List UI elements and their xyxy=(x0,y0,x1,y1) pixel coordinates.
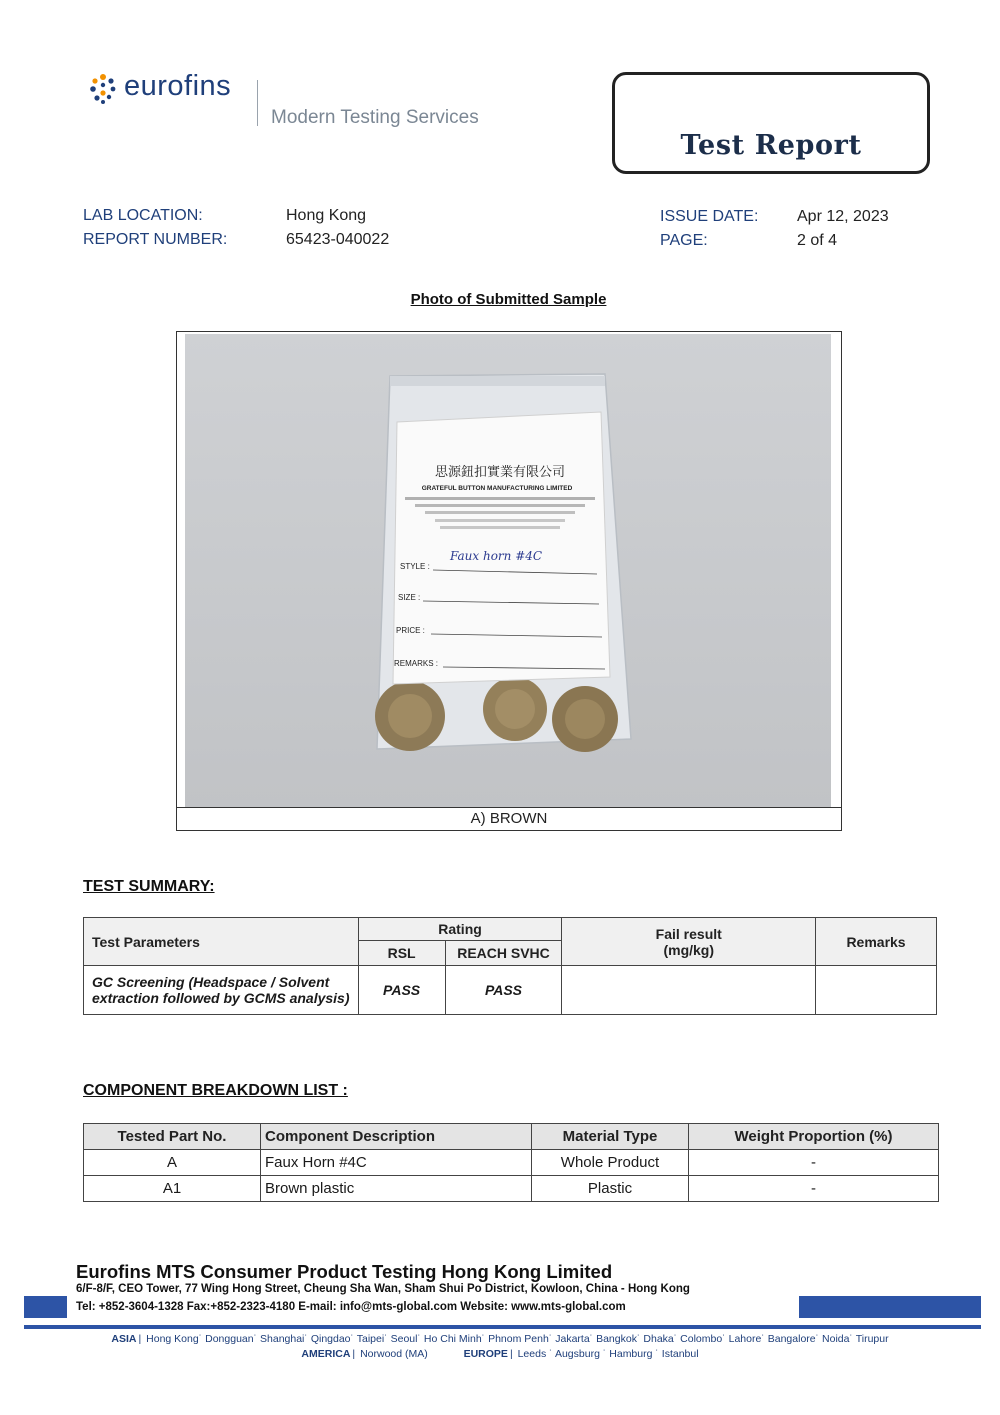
sample-bag-illustration xyxy=(185,334,831,808)
th-fail-result-label: Fail result xyxy=(655,925,722,942)
footer-rule xyxy=(24,1325,981,1329)
th-weight-proportion: Weight Proportion (%) xyxy=(689,1124,939,1150)
footer-location: Hong Kong xyxy=(146,1333,199,1345)
th-reach-svhc: REACH SVHC xyxy=(445,941,562,966)
footer-location: Istanbul xyxy=(661,1348,699,1360)
footer-location: Hamburg xyxy=(609,1348,653,1360)
summary-parameter-cell: GC Screening (Headspace / Solvent extraction followed by GCMS analysis) xyxy=(84,966,359,1015)
material-cell: Whole Product xyxy=(532,1150,689,1176)
footer-location: Shanghai xyxy=(260,1333,305,1345)
footer-company-name: Eurofins MTS Consumer Product Testing Hong Kong Limited xyxy=(76,1261,613,1282)
table-row xyxy=(84,1150,939,1176)
issue-date-value: Apr 12, 2023 xyxy=(797,208,889,225)
report-number-value: 65423-040022 xyxy=(286,231,390,248)
europe-location-list: Leeds ˙ Augsburg ˙ Hamburg ˙ Istanbul xyxy=(517,1348,699,1360)
bag-remarks-label: REMARKS : xyxy=(394,659,439,668)
america-location-list xyxy=(360,1348,428,1360)
photo-caption: A) BROWN xyxy=(177,807,841,830)
bag-size-label: SIZE : xyxy=(398,593,421,602)
th-tested-part: Tested Part No. xyxy=(84,1124,261,1150)
photo-section-title: Photo of Submitted Sample xyxy=(410,291,607,308)
lab-location-value: Hong Kong xyxy=(286,207,367,224)
bag-style-label: STYLE : xyxy=(400,562,430,571)
report-title-box xyxy=(612,72,930,174)
test-summary-table xyxy=(83,917,937,1015)
summary-reach-cell: PASS xyxy=(445,966,562,1015)
material-cell: Plastic xyxy=(532,1176,689,1202)
footer-location: Noida xyxy=(822,1333,850,1345)
footer-location: Bangkok xyxy=(596,1333,637,1345)
footer-location: Taipei xyxy=(356,1333,385,1345)
th-fail-result-unit: (mg/kg) xyxy=(663,941,715,958)
america-region-label: AMERICA xyxy=(301,1348,351,1360)
bag-style-handwritten: Faux horn #4C xyxy=(450,549,543,563)
table-row xyxy=(84,1176,939,1202)
lab-location-label: LAB LOCATION: xyxy=(83,207,203,224)
description-cell: Faux Horn #4C xyxy=(261,1150,532,1176)
description-cell: Brown plastic xyxy=(261,1176,532,1202)
footer-location: Phnom Penh xyxy=(488,1333,549,1345)
part-no-cell: A xyxy=(84,1150,261,1176)
summary-fail-result-cell xyxy=(562,966,816,1015)
th-material-type: Material Type xyxy=(532,1124,689,1150)
footer-location: Lahore xyxy=(728,1333,762,1345)
th-rating: Rating xyxy=(358,918,562,941)
europe-region-label: EUROPE xyxy=(463,1348,508,1360)
report-number-label: REPORT NUMBER: xyxy=(83,231,228,248)
footer-location: Seoul xyxy=(390,1333,418,1345)
page-label: PAGE: xyxy=(660,232,708,249)
footer-location: Leeds xyxy=(517,1348,547,1360)
footer-location: Dhaka xyxy=(643,1333,674,1345)
summary-remarks-cell xyxy=(816,966,937,1015)
bag-company-cn: 思源鈕扣實業有限公司 xyxy=(434,465,566,480)
issue-date-label: ISSUE DATE: xyxy=(660,208,759,225)
page-value: 2 of 4 xyxy=(797,232,838,249)
th-rsl: RSL xyxy=(358,941,445,966)
footer-america-europe-locations: AMERICA | Norwood (MA) EUROPE | Leeds ˙ Augsburg ˙ Hamburg ˙ Istanbul xyxy=(301,1348,699,1360)
footer-location: Jakarta xyxy=(555,1333,590,1345)
footer-location: Bangalore xyxy=(767,1333,816,1345)
footer-location: Colombo xyxy=(680,1333,723,1345)
asia-region-label: ASIA xyxy=(111,1333,137,1345)
logo-divider xyxy=(257,80,258,126)
footer-location: Ho Chi Minh xyxy=(423,1333,482,1345)
eurofins-logo-icon xyxy=(86,72,120,106)
weight-cell: - xyxy=(689,1150,939,1176)
summary-rsl-cell: PASS xyxy=(358,966,445,1015)
bag-price-label: PRICE : xyxy=(396,626,425,635)
table-row xyxy=(84,966,937,1015)
footer-location: Dongguan xyxy=(205,1333,254,1345)
footer-location: Norwood (MA) xyxy=(360,1348,428,1360)
bag-company-en: GRATEFUL BUTTON MANUFACTURING LIMITED xyxy=(421,485,573,492)
sample-photo-frame xyxy=(176,331,842,831)
footer-contact: Tel: +852-3604-1328 Fax:+852-2323-4180 E-mail: info@mts-global.com Website: www.mts-global.com xyxy=(76,1301,626,1313)
footer-asia-locations: ASIA | Hong Kong˙ Dongguan˙ Shanghai˙ Qingdao˙ Taipei˙ Seoul˙ Ho Chi Minh˙ Phnom Penh˙ Jakarta˙ Bangkok˙ Dhaka˙ Colombo˙ Lahore˙ Bangalore˙ Noida˙ Tirupur xyxy=(111,1333,889,1345)
th-remarks: Remarks xyxy=(816,918,937,966)
footer-accent-bar-left xyxy=(24,1296,67,1318)
component-breakdown-table xyxy=(83,1123,939,1202)
footer-address: 6/F-8/F, CEO Tower, 77 Wing Hong Street, Cheung Sha Wan, Sham Shui Po District, Kowloon, China - Hong Kong xyxy=(76,1283,690,1295)
th-fail-result xyxy=(562,918,816,966)
th-component-description: Component Description xyxy=(261,1124,532,1150)
part-no-cell: A1 xyxy=(84,1176,261,1202)
brand-subtitle: Modern Testing Services xyxy=(271,107,479,128)
footer-location: Tirupur xyxy=(855,1333,889,1345)
footer-location: Augsburg xyxy=(554,1348,600,1360)
report-title: Test Report xyxy=(680,130,862,161)
sample-photo xyxy=(185,334,831,808)
weight-cell: - xyxy=(689,1176,939,1202)
footer-location: Qingdao xyxy=(310,1333,351,1345)
component-breakdown-title: COMPONENT BREAKDOWN LIST : xyxy=(83,1082,348,1099)
asia-location-list: Hong Kong˙ Dongguan˙ Shanghai˙ Qingdao˙ Taipei˙ Seoul˙ Ho Chi Minh˙ Phnom Penh˙ Jakarta˙ Bangkok˙ Dhaka˙ Colombo˙ Lahore˙ Bangalore˙ Noida˙ Tirupur xyxy=(146,1333,889,1345)
brand-name: eurofins xyxy=(124,70,232,102)
th-test-parameters: Test Parameters xyxy=(84,918,359,966)
footer-accent-bar-right xyxy=(799,1296,981,1318)
test-summary-title: TEST SUMMARY: xyxy=(83,878,215,895)
